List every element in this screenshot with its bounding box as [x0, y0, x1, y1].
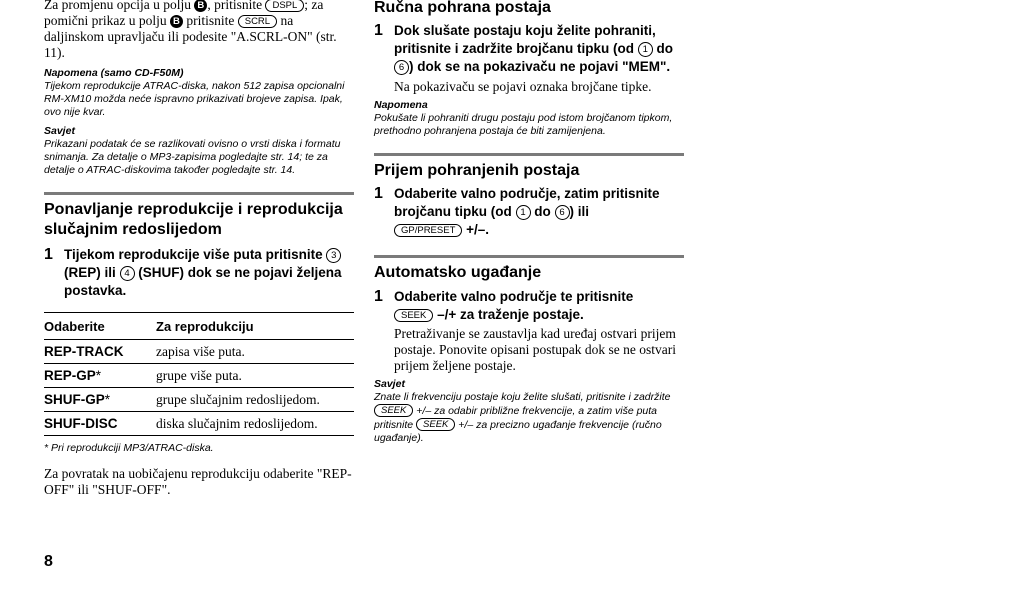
mode-cell: REP-GP*: [44, 364, 156, 388]
desc-cell: diska slučajnim redoslijedom.: [156, 412, 354, 436]
section-divider: [44, 192, 354, 195]
tip-block: [374, 378, 684, 445]
display-intro-paragraph: Za promjenu opcija u polju B , pritisnite DSPL ; za pomični prikaz u polju B pritisnite SCRL na daljinskom upravljaču ili podesite "A.SCRL-ON" (str. 11).: [44, 0, 337, 60]
table-row: [44, 364, 354, 388]
section-divider: [374, 255, 684, 258]
tip-block: [44, 125, 354, 177]
table-row: [44, 340, 354, 364]
step: [44, 246, 354, 300]
step-text: Odaberite valno područje, zatim pritisnite brojčanu tipku (od 1 do 6 ) ili GP/PRESET +/–.: [394, 186, 660, 237]
left-column: [44, 0, 354, 498]
tip-title: Savjet: [374, 378, 405, 390]
seek-key: SEEK: [394, 309, 433, 322]
section-divider: [374, 153, 684, 156]
table-header-row: [44, 313, 354, 340]
table-header: Za reprodukciju: [156, 313, 354, 340]
dspl-key: DSPL: [265, 0, 304, 12]
desc-cell: grupe više puta.: [156, 364, 354, 388]
step-number: 1: [374, 22, 383, 39]
section-heading: Ponavljanje reprodukcije i reprodukcija slučajnim redoslijedom: [44, 201, 343, 238]
step-number: 1: [374, 288, 383, 305]
note-block: [44, 67, 354, 119]
step-text: Tijekom reprodukcije više puta pritisnite 3 (REP) ili 4 (SHUF) dok se ne pojavi željena postavka.: [64, 247, 342, 298]
seek-key: SEEK: [416, 418, 455, 431]
table-header: Odaberite: [44, 313, 156, 340]
step-result: Na pokazivaču se pojavi oznaka brojčane tipke.: [394, 79, 652, 94]
section-heading: Prijem pohranjenih postaja: [374, 162, 580, 179]
b-badge-icon: B: [194, 0, 207, 12]
table-row: [44, 412, 354, 436]
note-block: [374, 99, 684, 138]
tip-text: Znate li frekvenciju postaje koju želite slušati, pritisnite i zadržite SEEK +/– za odabir približne frekvencije, a zatim više puta pritisnite SEEK +/– za precizno ugađanje frekvencije (ručno ugađanje).: [374, 391, 671, 444]
button-3-icon: 3: [326, 248, 341, 263]
mode-cell: REP-TRACK: [44, 340, 156, 364]
button-4-icon: 4: [120, 266, 135, 281]
tip-text: Prikazani podatak će se razlikovati ovisno o vrsti diska i formatu snimanja. Za detalje o MP3-zapisima pogledajte str. 14; te za detalje o ATRAC-diskovima također pogledajte str. 14.: [44, 138, 341, 176]
section-heading: Ručna pohrana postaja: [374, 0, 551, 16]
right-column: [374, 0, 684, 445]
desc-cell: grupe slučajnim redoslijedom.: [156, 388, 354, 412]
b-badge-icon: B: [170, 15, 183, 28]
mode-cell: SHUF-DISC: [44, 412, 156, 436]
table-row: [44, 388, 354, 412]
button-6-icon: 6: [394, 60, 409, 75]
button-1-icon: 1: [638, 42, 653, 57]
step: [374, 22, 684, 76]
note-text: Pokušate li pohraniti drugu postaju pod istom brojčanom tipkom, prethodno pohranjena postaja će biti zamijenjena.: [374, 112, 673, 137]
note-title: Napomena: [374, 99, 428, 111]
button-6-icon: 6: [555, 205, 570, 220]
scrl-key: SCRL: [238, 15, 277, 28]
gp-preset-key: GP/PRESET: [394, 224, 462, 237]
playback-mode-table: [44, 312, 354, 436]
note-title: Napomena (samo CD-F50M): [44, 67, 184, 79]
step: [374, 288, 684, 324]
table-footnote: * Pri reprodukciji MP3/ATRAC-diska.: [44, 442, 214, 454]
tip-title: Savjet: [44, 125, 75, 137]
section-heading: Automatsko ugađanje: [374, 264, 542, 281]
mode-cell: SHUF-GP*: [44, 388, 156, 412]
step-result: Pretraživanje se zaustavlja kad uređaj ostvari prijem postaje. Ponovite opisani postupak dok se ne ostvari prijem željene postaje.: [394, 326, 676, 373]
return-paragraph: Za povratak na uobičajenu reprodukciju odaberite "REP-OFF" ili "SHUF-OFF".: [44, 466, 352, 497]
step-number: 1: [374, 185, 383, 202]
button-1-icon: 1: [516, 205, 531, 220]
desc-cell: zapisa više puta.: [156, 340, 354, 364]
note-text: Tijekom reprodukcije ATRAC-diska, nakon 512 zapisa opcionalni RM-XM10 možda neće ispravno prikazivati brojeve zapisa. Ipak, ovo nije kvar.: [44, 80, 345, 118]
step-text: Dok slušate postaju koju želite pohraniti, pritisnite i zadržite brojčanu tipku (od 1 do 6 ) dok se na pokazivaču ne pojavi "MEM".: [394, 23, 674, 74]
step: [374, 185, 684, 239]
step-text: Odaberite valno područje te pritisnite SEEK –/+ za traženje postaje.: [394, 289, 634, 322]
seek-key: SEEK: [374, 404, 413, 417]
step-number: 1: [44, 246, 53, 263]
page-number: 8: [44, 553, 53, 570]
